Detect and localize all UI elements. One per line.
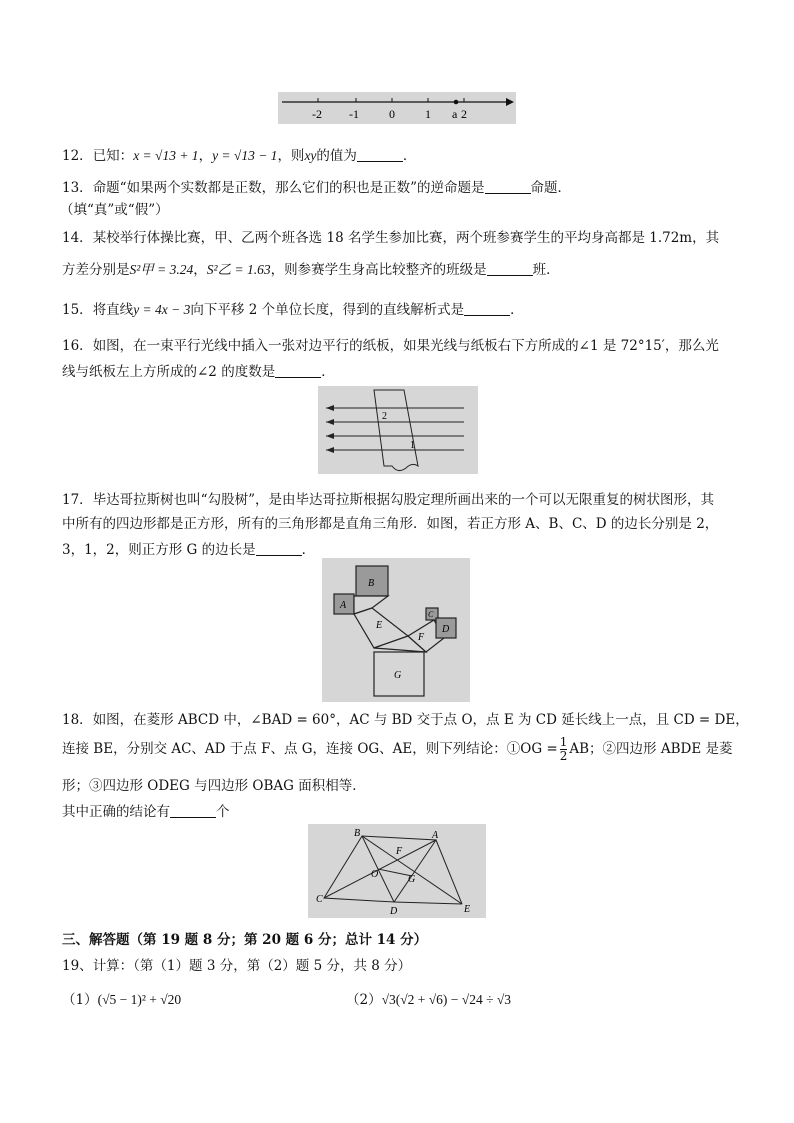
q14-sep: ， [193,262,207,278]
point-a [454,100,459,105]
number-line-arrow [506,98,514,106]
label-a: A [340,600,347,611]
rhombus-svg [308,824,486,918]
number-line-svg [278,92,516,124]
q13-hint: （填“真”或“假”） [60,202,169,218]
ray-arrow [326,405,334,411]
question-19 [62,954,411,974]
question-17-line-3 [62,538,315,558]
q15-expr: y = 4x − 3 [133,302,191,317]
q18-line1: 如图，在菱形 ABCD 中，∠BAD = 60°，AC 与 BD 交于点 O，点 E 为 CD 延长线上一点，且 CD = DE， [92,712,749,728]
part-label: （2） [346,992,382,1008]
label-b: B [368,578,375,589]
question-number: 15． [62,302,93,318]
tick-label: -1 [349,107,359,121]
question-number: 13． [62,180,93,196]
q14-s2: S²乙 = 1.63 [206,262,271,277]
question-16-line-1 [62,334,719,354]
question-12 [62,144,416,164]
q16-line1: 如图，在一束平行光线中插入一张对边平行的纸板，如果光线与纸板右下方所成的∠1 是 72°15′，那么光 [92,338,719,354]
part-label: （1） [62,992,98,1008]
light-board-svg [318,386,478,474]
question-number: 14． [62,230,93,246]
q14-s1: S²甲 = 3.24 [129,262,194,277]
q19-p2-expr: √3(√2 + √6) − √24 ÷ √3 [381,992,512,1007]
q14-post: ，则参赛学生身高比较整齐的班级是 [270,262,487,278]
segment-ae [436,840,462,904]
question-14-line-1 [62,226,719,246]
label-c: C [316,894,323,905]
q12-end: ． [402,148,417,164]
q15-end: ． [510,302,524,318]
tick-label-a: a [452,107,458,121]
answer-blank[interactable] [487,274,533,276]
q15-post: 向下平移 2 个单位长度，得到的直线解析式是 [190,302,465,318]
tick-label: 0 [389,107,395,121]
question-18-line-2 [62,736,733,763]
label-e: E [464,904,471,915]
question-number: 16． [62,338,93,354]
label-a: A [432,830,439,841]
angle-2-label: 2 [382,411,387,422]
answer-blank[interactable] [464,314,510,316]
question-number: 12． [62,148,93,164]
question-number: 17． [62,492,93,508]
q18-line2a: 连接 BE，分别交 AC、AD 于点 F、点 G，连接 OG、AE，则下列结论：①OG = [62,741,558,758]
segment-de [394,902,462,904]
q18-line4: 其中正确的结论有 [62,804,170,820]
q17-line1: 毕达哥拉斯树也叫“勾股树”，是由毕达哥拉斯根据勾股定理所画出来的一个可以无限重复的树状图形，其 [92,492,714,508]
q14-pre: 方差分别是 [62,262,130,278]
fraction-numerator: 1 [559,735,568,749]
label-d: D [390,906,398,917]
label-e: E [376,620,383,631]
question-18-line-4 [62,800,230,820]
question-17-line-2: 中所有的四边形都是正方形，所有的三角形都是直角三角形．如图，若正方形 A、B、C、D 的边长分别是 2， [62,516,719,532]
question-18-line-1 [62,708,749,728]
segment-og [378,869,412,876]
label-b: B [354,828,361,839]
answer-blank[interactable] [256,554,302,556]
question-18-line-3: 形；③四边形 ODEG 与四边形 OBAG 面积相等． [62,778,366,794]
q17-line3: 3，1，2，则正方形 G 的边长是 [62,542,256,558]
label-c: C [428,610,434,619]
label-g: G [394,670,402,681]
q12-xy: xy [304,148,317,163]
q13-end: 命题． [530,180,571,196]
q16-end: ． [321,364,335,380]
q18-line4-end: 个 [216,804,230,820]
q14-end: 班． [532,262,560,278]
q19-part-1 [62,988,181,1008]
question-number: 18． [62,712,93,728]
q18-line2b: AB；②四边形 ABDE 是菱 [569,741,733,758]
q19-part-2 [346,988,511,1008]
q14-line1: 某校举行体操比赛，甲、乙两个班各选 18 名学生参加比赛，两个班参赛学生的平均身高都是 1.72m，其 [92,230,720,246]
ray-arrow [326,433,334,439]
answer-blank[interactable] [485,192,531,194]
label-f: F [418,632,425,643]
question-17-line-1 [62,488,714,508]
fraction-one-half [560,736,568,763]
q12-x-expr: x = √13 + 1 [133,148,199,163]
q19-p1-expr: (√5 − 1)² + √20 [97,992,182,1007]
pythagoras-tree-figure [322,558,470,702]
light-board-figure [318,386,478,474]
angle-1-label: 1 [410,440,415,451]
tick-label: 1 [425,107,431,121]
q12-text-a: 已知： [92,148,134,164]
answer-blank[interactable] [170,816,216,818]
pythagoras-tree-svg [322,558,470,702]
q17-end: ． [301,542,316,558]
tick-label: -2 [312,107,322,121]
q12-y-expr: y = √13 − 1 [212,148,278,163]
number-line-figure [278,92,516,124]
q13-text: 命题“如果两个实数都是正数，那么它们的积也是正数”的逆命题是 [92,180,485,196]
question-number: 19、 [62,958,93,974]
q12-text-b: ，则 [277,148,305,164]
ray-arrow [326,419,334,425]
tick-label: 2 [461,107,467,121]
question-14-line-2 [62,258,560,278]
label-f: F [396,846,403,857]
q16-line2: 线与纸板左上方所成的∠2 的度数是 [62,364,276,380]
ray-arrow [326,447,334,453]
question-13 [62,176,571,196]
q12-sep: ， [198,148,213,164]
section-3-title: 三、解答题（第 19 题 8 分；第 20 题 6 分；总计 14 分） [62,932,428,948]
label-g: G [408,874,416,885]
label-o: O [371,869,379,880]
answer-blank[interactable] [357,160,403,162]
q19-text: 计算：（第（1）题 3 分，第（2）题 5 分，共 8 分） [92,958,412,974]
fraction-denominator: 2 [559,749,568,764]
q15-pre: 将直线 [92,302,134,318]
answer-blank[interactable] [275,376,321,378]
question-16-line-2 [62,360,335,380]
paper-board [374,390,418,471]
question-15 [62,298,524,318]
q12-text-c: 的值为 [316,148,357,164]
rhombus-figure [308,824,486,918]
label-d: D [442,624,450,635]
